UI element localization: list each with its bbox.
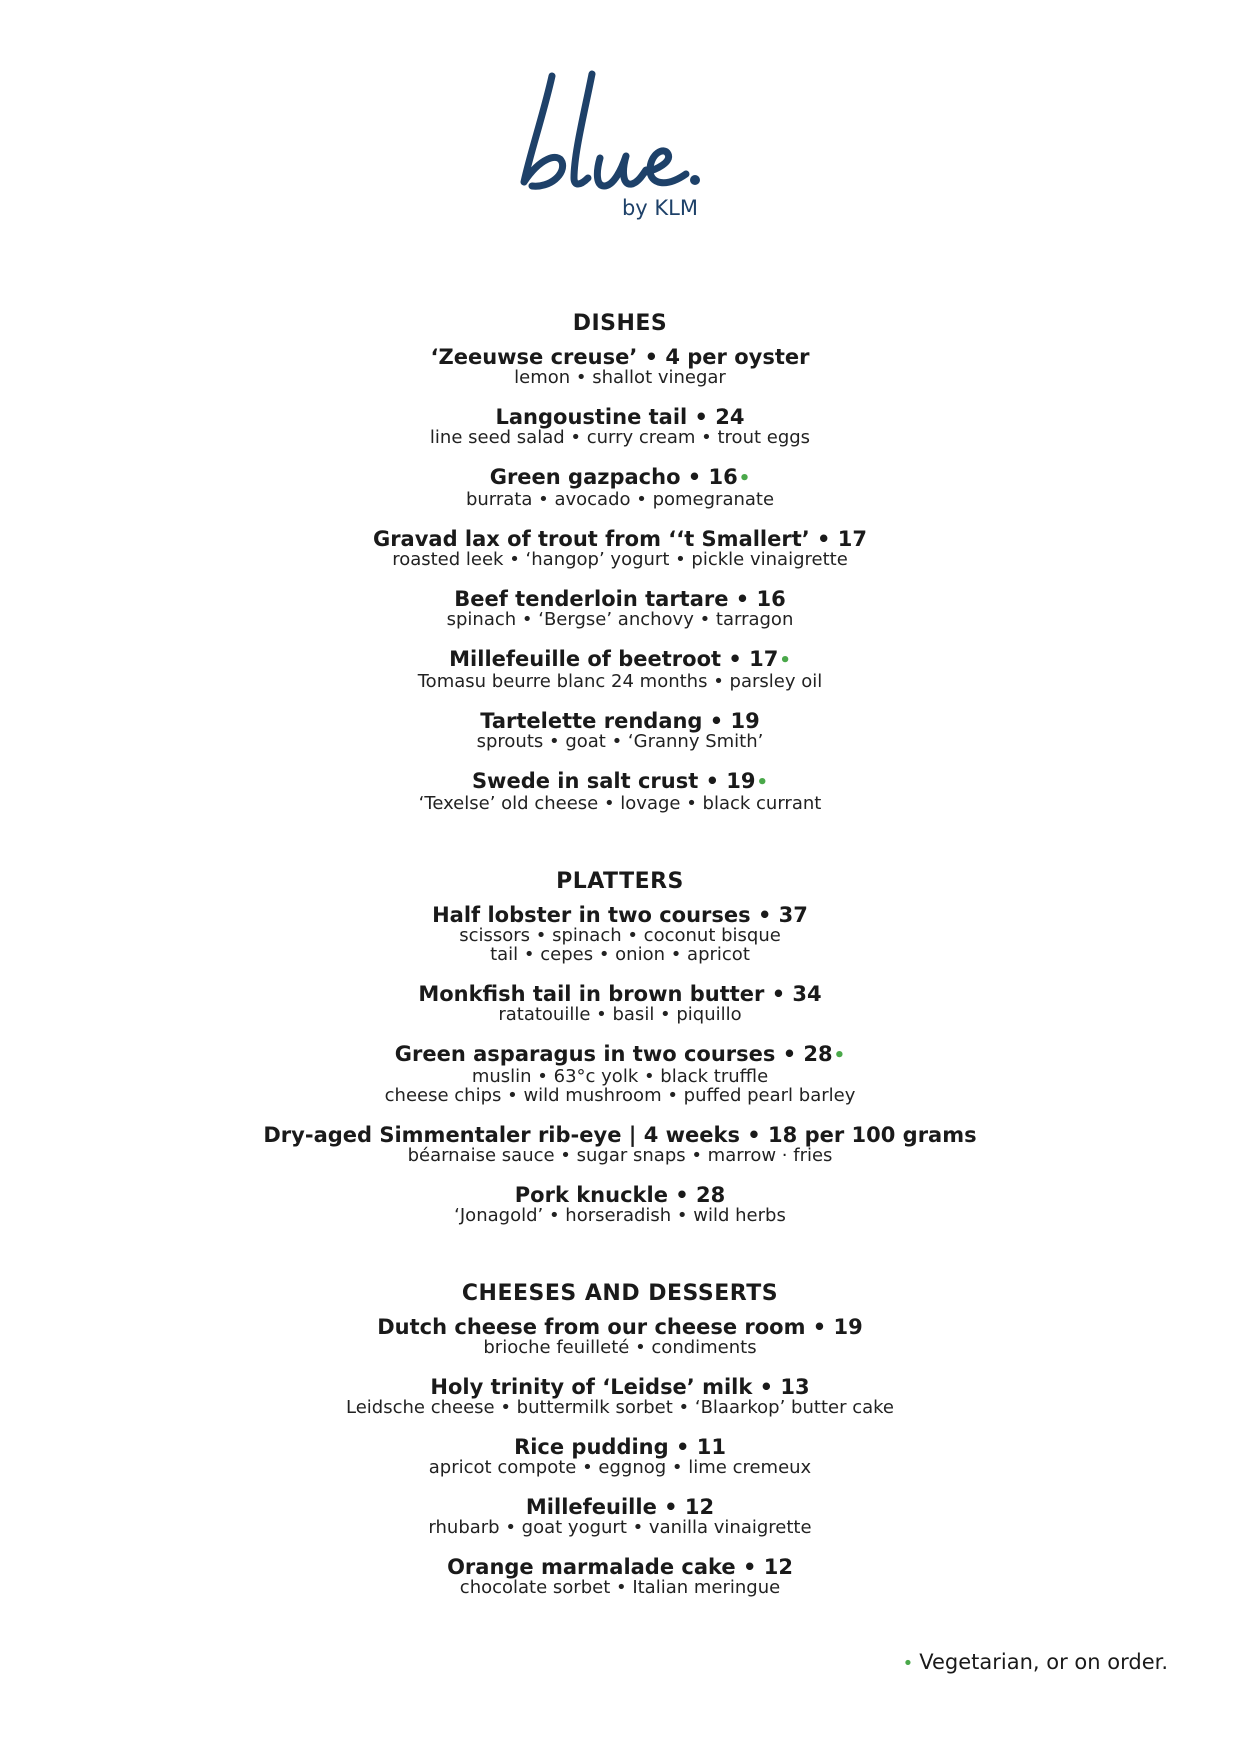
menu-item-title: Half lobster in two courses • 37 xyxy=(432,903,808,927)
menu-item-title: Gravad lax of trout from ‘‘t Smallert’ • 17 xyxy=(372,527,868,551)
menu-item-description: scissors • spinach • coconut bisque xyxy=(459,925,781,946)
vegetarian-marker-icon: • xyxy=(779,650,791,671)
menu-item-description: tail • cepes • onion • apricot xyxy=(490,944,750,965)
menu-item-description: ‘Texelse’ old cheese • lovage • black currant xyxy=(418,793,822,814)
menu-item-name xyxy=(0,904,1240,926)
menu-item-title: Millefeuille of beetroot • 17 xyxy=(449,647,779,671)
menu-item-description: béarnaise sauce • sugar snaps • marrow · fries xyxy=(407,1145,833,1166)
menu-item-name xyxy=(0,1316,1240,1338)
menu-section xyxy=(0,868,1240,1225)
menu-item-name xyxy=(0,648,1240,672)
menu-item-title: Orange marmalade cake • 12 xyxy=(447,1555,793,1579)
menu-item-name xyxy=(0,346,1240,368)
menu-item-name xyxy=(0,1043,1240,1067)
menu-item-description: ‘Jonagold’ • horseradish • wild herbs xyxy=(454,1205,786,1226)
menu-item-name xyxy=(0,770,1240,794)
menu-item-name xyxy=(0,1184,1240,1206)
menu-item-description: roasted leek • ‘hangop’ yogurt • pickle vinaigrette xyxy=(392,549,848,570)
menu-item xyxy=(0,1124,1240,1165)
menu-item-title: Langoustine tail • 24 xyxy=(495,405,745,429)
menu-item-name xyxy=(0,466,1240,490)
menu-item-title: Dutch cheese from our cheese room • 19 xyxy=(377,1315,863,1339)
menu-item-description: muslin • 63°c yolk • black truffle xyxy=(471,1066,769,1087)
menu-item-description: line seed salad • curry cream • trout eggs xyxy=(429,427,811,448)
menu xyxy=(0,310,1240,1652)
menu-item xyxy=(0,346,1240,387)
menu-item-description: lemon • shallot vinegar xyxy=(514,367,726,388)
section-title: PLATTERS xyxy=(556,869,684,894)
menu-item-description: chocolate sorbet • Italian meringue xyxy=(459,1577,781,1598)
blue-by-klm-logo xyxy=(500,62,750,252)
menu-item xyxy=(0,588,1240,629)
menu-item-title: Monkfish tail in brown butter • 34 xyxy=(418,982,822,1006)
menu-item-title: Millefeuille • 12 xyxy=(525,1495,715,1519)
menu-item-description: ratatouille • basil • piquillo xyxy=(498,1004,742,1025)
menu-item-name xyxy=(0,1496,1240,1518)
menu-item-name xyxy=(0,588,1240,610)
section-title: CHEESES AND DESSERTS xyxy=(461,1281,779,1306)
brand-logo xyxy=(500,62,750,252)
svg-text:by KLM: by KLM xyxy=(621,196,698,220)
menu-item-title: Rice pudding • 11 xyxy=(514,1435,726,1459)
menu-item xyxy=(0,648,1240,691)
menu-item-name xyxy=(0,1376,1240,1398)
menu-item xyxy=(0,1556,1240,1597)
menu-item-description: sprouts • goat • ‘Granny Smith’ xyxy=(476,731,764,752)
menu-item-name xyxy=(0,528,1240,550)
menu-item-description: rhubarb • goat yogurt • vanilla vinaigrette xyxy=(428,1517,812,1538)
menu-item xyxy=(0,466,1240,509)
vegetarian-marker-icon: • xyxy=(833,1045,846,1066)
footnote-text: Vegetarian, or on order. xyxy=(919,1650,1168,1674)
menu-item-title: Dry-aged Simmentaler rib-eye | 4 weeks • 18 per 100 grams xyxy=(263,1123,977,1147)
menu-item-description: spinach • ‘Bergse’ anchovy • tarragon xyxy=(446,609,794,630)
vegetarian-marker-icon: • xyxy=(902,1653,914,1674)
menu-item-description: cheese chips • wild mushroom • puffed pearl barley xyxy=(384,1085,856,1106)
menu-item-name xyxy=(0,1556,1240,1578)
menu-item-description: burrata • avocado • pomegranate xyxy=(465,489,775,510)
menu-item xyxy=(0,528,1240,569)
menu-item xyxy=(0,710,1240,751)
menu-item-name xyxy=(0,406,1240,428)
menu-item-description: Leidsche cheese • buttermilk sorbet • ‘Blaarkop’ butter cake xyxy=(346,1397,894,1418)
menu-item xyxy=(0,904,1240,964)
menu-item xyxy=(0,1316,1240,1357)
menu-item-name xyxy=(0,1436,1240,1458)
menu-item xyxy=(0,1184,1240,1225)
menu-item-title: ‘Zeeuwse creuse’ • 4 per oyster xyxy=(430,345,810,369)
menu-item xyxy=(0,770,1240,813)
menu-item-description: brioche feuilleté • condiments xyxy=(483,1337,757,1358)
menu-item xyxy=(0,1043,1240,1105)
vegetarian-marker-icon: • xyxy=(738,468,751,489)
menu-item-title: Green gazpacho • 16 xyxy=(489,465,738,489)
vegetarian-footnote xyxy=(902,1650,1168,1674)
menu-section xyxy=(0,310,1240,813)
menu-section xyxy=(0,1280,1240,1597)
menu-item-title: Beef tenderloin tartare • 16 xyxy=(454,587,786,611)
menu-item-title: Pork knuckle • 28 xyxy=(514,1183,726,1207)
menu-item-description: apricot compote • eggnog • lime cremeux xyxy=(428,1457,812,1478)
menu-item-title: Swede in salt crust • 19 xyxy=(471,769,756,793)
menu-item-name xyxy=(0,710,1240,732)
menu-item xyxy=(0,1436,1240,1477)
section-title: DISHES xyxy=(572,311,668,336)
menu-item xyxy=(0,1496,1240,1537)
menu-item-name xyxy=(0,1124,1240,1146)
menu-item xyxy=(0,983,1240,1024)
menu-item-title: Holy trinity of ‘Leidse’ milk • 13 xyxy=(430,1375,810,1399)
vegetarian-marker-icon: • xyxy=(756,772,769,793)
menu-item-name xyxy=(0,983,1240,1005)
menu-item-title: Tartelette rendang • 19 xyxy=(480,709,760,733)
menu-item xyxy=(0,406,1240,447)
menu-item-description: Tomasu beurre blanc 24 months • parsley oil xyxy=(417,671,823,692)
menu-item xyxy=(0,1376,1240,1417)
menu-item-title: Green asparagus in two courses • 28 xyxy=(394,1042,833,1066)
